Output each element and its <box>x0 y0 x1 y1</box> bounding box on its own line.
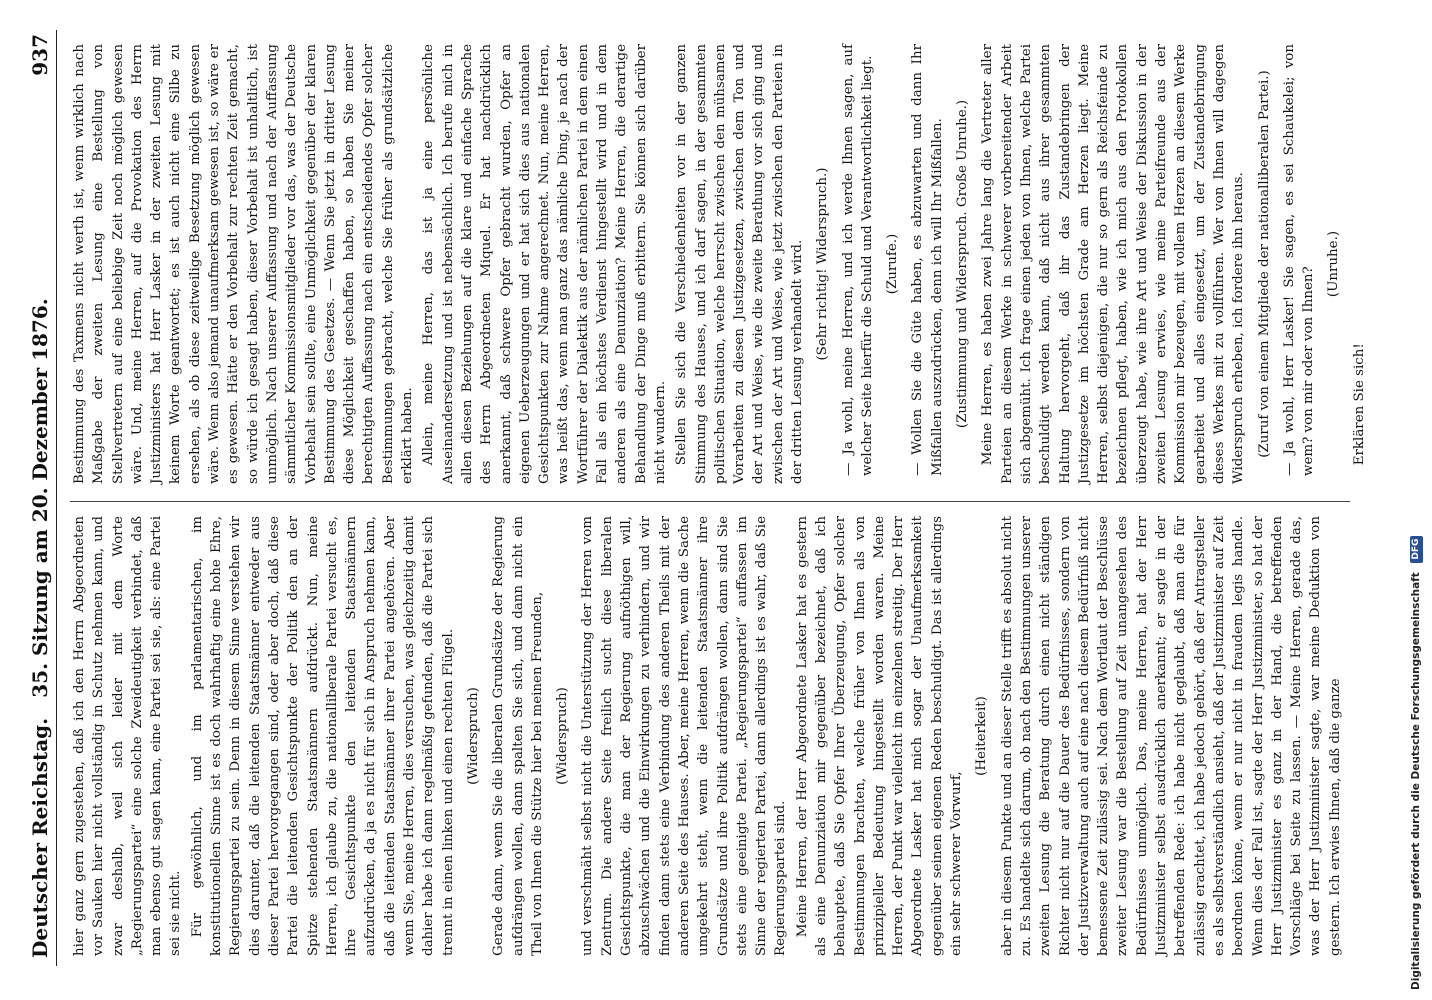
column-divider <box>70 501 1350 502</box>
text-paragraph: Erklären Sie sich! <box>1351 343 1367 466</box>
text-paragraph: Stellen Sie sich die Verschiedenheiten vor in der ganzen Stimmung des Hauses, und ich darf sagen, in der gesammten politischen Situation, welche herrscht zwischen den mühsamen Vorarbeiten zu diesen Justizgesetzen, zwischen dem Ton und der Art und Weise, wie die zweite Berathung vor sich ging und zwischen der Art und Weise, wie jetzt zwischen den Parteien in der dritten Lesung verhandelt wird. <box>674 44 805 484</box>
text-paragraph: — Ja wohl, Herr Lasker! Sie sagen, es sei Schaukelei; von wem? von mir oder von Ihnen? <box>1281 44 1317 476</box>
session-date-title: 35. Sitzung am 20. Dezember 1876. <box>28 298 52 698</box>
text-paragraph: aber in diesem Punkte und an dieser Stelle trifft es absolut nicht zu. Es handelte sich darum, ob nach den Bestimmungen unserer zweiten Lesung die Beratung durch einen nicht ständigen Richter nicht nur auf die Dauer des Bedürfnisses, sondern von der Justizverwaltung auch auf eine nach diesem Bedürfniß nicht bemessene Zeit zulässig sei. Nach dem Wortlaut der Beschlüsse zweiter Lesung war die Bestellung auf Zeit unangesehen des Bedürfnisses unmöglich. Das, meine Herren, hat der Herr Justizminister selbst ausdrücklich anerkannt; er sagte in der betreffenden Rede: ich habe nicht geglaubt, daß man die für zulässig erachtet, ich habe jedoch gehört, daß der Antragsteller es als selbstverständlich ansieht, daß der Justizminister auf Zeit beordnen könne, wenn er nur nicht in fraudem legis handle. Wenn dies der Fall ist, sagte der Herr Justizminister, so hat der Herr Justizminister es ganz in der Hand, die betreffenden Vorschläge bei Seite zu lassen. — Meine Herren, gerade das, was der Herr Justizminister sagte, war meine Deduktion von gestern. Ich erwies Ihnen, daß die ganze <box>999 516 1343 956</box>
parliamentary-interjection: (Heiterkeit) <box>974 696 990 776</box>
page-number: 937 <box>28 34 52 76</box>
digitization-credit <box>1404 10 1424 990</box>
credit-text: Digitalisierung gefördert durch die Deutsche Forschungsgemeinschaft <box>1410 572 1422 990</box>
parliamentary-interjection: (Zurufe.) <box>885 233 901 295</box>
page-header <box>22 30 57 966</box>
parliamentary-interjection: (Zustimmung und Widerspruch. Große Unruhe.) <box>955 99 971 429</box>
text-paragraph: und verschmäht selbst nicht die Unterstützung der Herren vom Zentrum. Die andere Seite freilich sucht diese liberalen Gesichtspunkte, die man der Regierung aufnöthigen will, abzuschwächen und die Einwirkungen zu verhindern, und wir finden dann stets eine Verbindung des anderen Theils mit der anderen Seite des Hauses. Aber, meine Herren, wenn die Sache umgekehrt steht, wenn die leitenden Staatsmänner ihre Grundsätze und ihre Politik aufdrängen wollen, dann sind Sie stets eine geeinigte Partei. „Regierungspartei“ auffassen im Sinne der regierten Partei, dann allerdings ist es wahr, daß Sie Regierungspartei sind. <box>580 516 789 956</box>
text-paragraph: Meine Herren, es haben zwei Jahre lang die Vertreter aller Parteien an diesem Werke in schwerer vorbereitender Arbeit sich abgemüht. Ich frage einen jeden von Ihnen, welche Partei beschuldigt werden kann, daß nicht aus ihrer gesammten Haltung hervorgeht, daß ihr das Zustandebringen der Justizgesetze im höchsten Grade am Herzen liegt. Meine Herren, selbst diejenigen, die nur so gern als Reichsfeinde zu bezeichnen pflegt, haben, wie ich mich aus den Protokollen überzeugt habe, wie ihre Art und Weise der Diskussion in der zweiten Lesung erwies, wie meine Parteifreunde aus der Kommission mir bezeugen, mit vollem Herzen an diesem Werke gearbeitet und alles eingesetzt, um der Zustandebringung dieses Werkes mit zu vollführen. Wer von Ihnen will dagegen Widerspruch erheben, ich fordere ihn heraus. <box>980 44 1247 484</box>
parliamentary-interjection: (Sehr richtig! Widerspruch.) <box>815 167 831 361</box>
dfg-logo: DFG <box>1410 536 1423 563</box>
text-paragraph: Allein, meine Herren, das ist ja eine persönliche Auseinandersetzung und ist nebensächlich. Ich berufe mich in allen diesen Beziehungen auf die klare und einfache Sprache des Herrn Abgeordneten Miquel. Er hat nachdrücklich anerkannt, daß schwere Opfer gebracht wurden, Opfer an eigenen Ueberzeugungen und er hat sich dies aus nationalen Gesichtspunkten zur Nahme angerechnet. Nun, meine Herren, was heißt das, wenn man ganz das nämliche Ding, je nach der Wortführer der Dialektik aus der nämlichen Partei in dem einen Fall als ein höchstes Verdienst hingestellt wird und in dem anderen als eine Denunziation? Meine Herren, die derartige Behandlung der Dinge muß erbittern. Sie können sich darüber nicht wundern. <box>421 44 668 484</box>
parliamentary-interjection: (Widerspruch) <box>555 687 571 785</box>
left-text-column <box>70 516 1360 956</box>
text-paragraph: — Ja wohl, meine Herren, und ich werde Ihnen sagen, auf welcher Seite hierfür die Schuld und Verantwortlichkeit liegt. <box>840 44 875 476</box>
parliamentary-interjection: (Zuruf von einem Mitgliede der nationalliberalen Partei.) <box>1256 70 1272 458</box>
text-paragraph: Meine Herren, der Herr Abgeordnete Lasker hat es gestern als eine Denunziation mir gegenüber bezeichnet, daß ich behauptete, daß Sie Opfer Ihrer Überzeugung, Opfer solcher Bestimmungen brachten, welche früher von Ihnen als von prinzipieller Bedeutung hingestellt worden waren. Meine Herren, der Punkt war vielleicht im einzelnen streitig. Der Herr Abgeordnete Lasker hat mich sogar der Unaufmerksamkeit gegenüber seinen eigenen Reden beschuldigt. Das ist allerdings ein sehr schwerer Vorwurf, <box>794 516 965 956</box>
parliamentary-interjection: (Widerspruch) <box>465 687 481 785</box>
text-paragraph: hier ganz gern zugestehen, daß ich den Herrn Abgeordneten vor Sauken hier nicht vollständig in Schutz nehmen kann, und zwar deshalb, weil sich leider mit dem Worte „Regierungspartei“ eine solche Zweideutigkeit verbindet, daß man ebenso gut sagen kann, eine Partei sei sie, als: eine Partei sei sie nicht. <box>72 516 184 956</box>
text-paragraph: — Wollen Sie die Güte haben, es abzuwarten und dann Ihr Mißfallen auszudrücken, denn ich will Ihr Mißfallen. <box>910 44 945 476</box>
text-paragraph: Für gewöhnlich, und im parlamentarischen, im konstitutionellen Sinne ist es doch wahrhaftig eine hohe Ehre, Regierungspartei zu sein. Denn in diesem Sinne verstehen wir dies darunter, daß die leitenden Staatsmänner entweder aus dieser Partei hervorgegangen sind, oder aber doch, daß diese Partei die leitenden Gesichtspunkte der Politik den an der Spitze stehenden Staatsmännern aufdrückt. Nun, meine Herren, ich glaube zu, die nationalliberale Partei versucht es, ihre Gesichtspunkte den leitenden Staatsmännern aufzudrücken, da ja es nicht für sich in Anspruch nehmen kann, daß die leitenden Staatsmänner ihrer Partei angehören. Aber wenn Sie, meine Herren, dies versuchen, was gleichzeitig damit dahier habe ich dann regelmäßig gefunden, daß die Partei sich trennt in einen linken und einen rechten Flügel. <box>189 516 456 956</box>
text-paragraph: Bestimmung des Taxmens nicht werth ist, wenn wirklich nach Maßgabe der zweiten Lesung eine Bestellung von Stellvertretern auf eine beliebige Zeit noch möglich gewesen wäre. Und, meine Herren, auf die Provokation des Herrn Justizministers hat Herr Lasker in der zweiten Lesung mit keinem Worte geantwortet; es ist auch nicht eine Silbe zu ersehen, als ob diese zeitweilige Besetzung möglich gewesen wäre. Wenn also jemand unaufmerksam gewesen ist, so wäre er es gewesen. Hätte er den Vorbehalt zur rechten Zeit gemacht, so würde ich gesagt haben, dieser Vorbehalt ist unhaltlich, ist unmöglich. Nach unserer Auffassung und nach der Auffassung sämmtlicher Kommissionsmitglieder vor das, was der Deutsche Vorbehalt sein sollte, eine Unmöglichkeit gegenüber der klaren Bestimmung des Gesetzes. — Wenn Sie jetzt in dritter Lesung diese Möglichkeit geschaffen haben, so haben Sie meiner berechtigten Auffassung nach ein entscheidendes Opfer solcher Bestimmungen gebracht, welche Sie früher als grundsätzliche erklärt haben. <box>72 44 416 484</box>
text-paragraph: Gerade dann, wenn Sie die liberalen Grundsätze der Regierung aufdrängen wollen, dann spalten Sie sich, und dann nicht ein Theil von Ihnen die Stütze hier bei meinen Freunden, <box>491 516 545 956</box>
parliamentary-interjection: (Unruhe.) <box>1326 230 1342 298</box>
publication-title: Deutscher Reichstag. <box>28 717 52 958</box>
right-text-column <box>70 44 1367 484</box>
